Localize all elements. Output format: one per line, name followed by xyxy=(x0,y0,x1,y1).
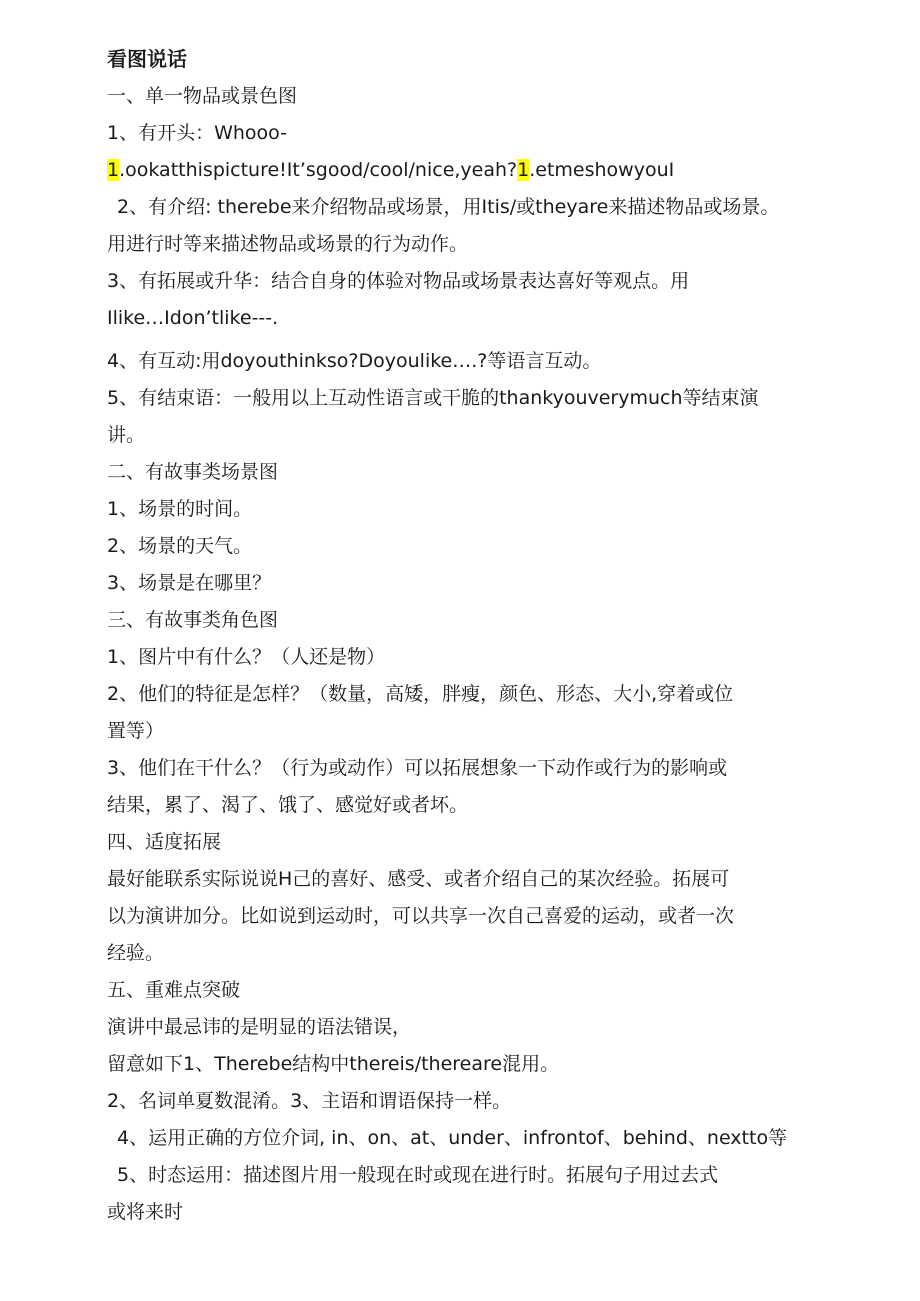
s1-point-3-cont: Ilike…Idon’tlike---. xyxy=(107,307,279,329)
s2-item: 1、场景的时间。 xyxy=(107,498,253,520)
s1-example-part-a: .ookatthispicture!It’sgood/cool/nice,yeah? xyxy=(119,159,518,181)
s1-point-3: 3、有拓展或升华：结合自身的体验对物品或场景表达喜好等观点。用 xyxy=(107,270,690,292)
s1-point-1-example xyxy=(107,152,822,189)
s5-line-5: 5、时态运用：描述图片用一般现在时或现在进行时。拓展句子用过去式 xyxy=(117,1164,719,1186)
s2-item: 2、场景的天气。 xyxy=(107,535,253,557)
s2-item: 3、场景是在哪里？ xyxy=(107,572,272,594)
s1-point-5-cont: 讲。 xyxy=(107,424,146,446)
s3-point-2: 2、他们的特征是怎样？（数量，高矮，胖瘦，颜色、形态、大小,穿着或位 xyxy=(107,683,734,705)
s5-line-5-cont: 或将来时 xyxy=(107,1201,184,1223)
highlight-2: 1 xyxy=(517,159,530,181)
s5-line-4: 4、运用正确的方位介词, in、on、at、under、infrontof、behind、nextto等 xyxy=(117,1127,788,1149)
s5-line-1: 演讲中最忌讳的是明显的语法错误， xyxy=(107,1016,412,1038)
s3-point-1: 1、图片中有什么？（人还是物） xyxy=(107,646,386,668)
section-5-heading: 五、重难点突破 xyxy=(107,979,241,1001)
section-1-heading: 一、单一物品或景色图 xyxy=(107,85,298,107)
document-page xyxy=(107,41,822,1231)
s5-line-3: 2、名词单夏数混淆。3、主语和谓语保持一样。 xyxy=(107,1090,512,1112)
s1-example-part-b: .etmeshowyouI xyxy=(529,159,675,181)
section-2-heading: 二、有故事类场景图 xyxy=(107,461,279,483)
document-title: 看图说话 xyxy=(107,47,187,71)
s4-line-1: 最好能联系实际说说H己的喜好、感受、或者介绍自己的某次经验。拓展可 xyxy=(107,868,730,890)
section-4-heading: 四、适度拓展 xyxy=(107,831,222,853)
s1-point-2: 2、有介绍: therebe来介绍物品或场景，用Itis/或theyare来描述物品或场景。 xyxy=(117,196,780,218)
s5-line-2: 留意如下1、Therebe结构中thereis/thereare混用。 xyxy=(107,1053,560,1075)
s1-point-2-cont: 用进行时等来描述物品或场景的行为动作。 xyxy=(107,233,469,255)
s1-point-4: 4、有互动:用doyouthinkso?Doyoulike….?等语言互动。 xyxy=(107,350,602,372)
section-3-heading: 三、有故事类角色图 xyxy=(107,609,279,631)
s3-point-3: 3、他们在干什么？（行为或动作）可以拓展想象一下动作或行为的影响或 xyxy=(107,757,728,779)
s4-line-3: 经验。 xyxy=(107,942,165,964)
s1-point-5: 5、有结束语：一般用以上互动性语言或干脆的thankyouverymuch等结束演 xyxy=(107,387,759,409)
s3-point-3-cont: 结果，累了、渴了、饿了、感觉好或者坏。 xyxy=(107,794,469,816)
highlight-1: 1 xyxy=(107,159,120,181)
s1-point-1: 1、有开头：Whooo- xyxy=(107,122,287,144)
s3-point-2-cont: 置等） xyxy=(107,720,165,742)
s4-line-2: 以为演讲加分。比如说到运动时，可以共享一次自己喜爱的运动，或者一次 xyxy=(107,905,735,927)
